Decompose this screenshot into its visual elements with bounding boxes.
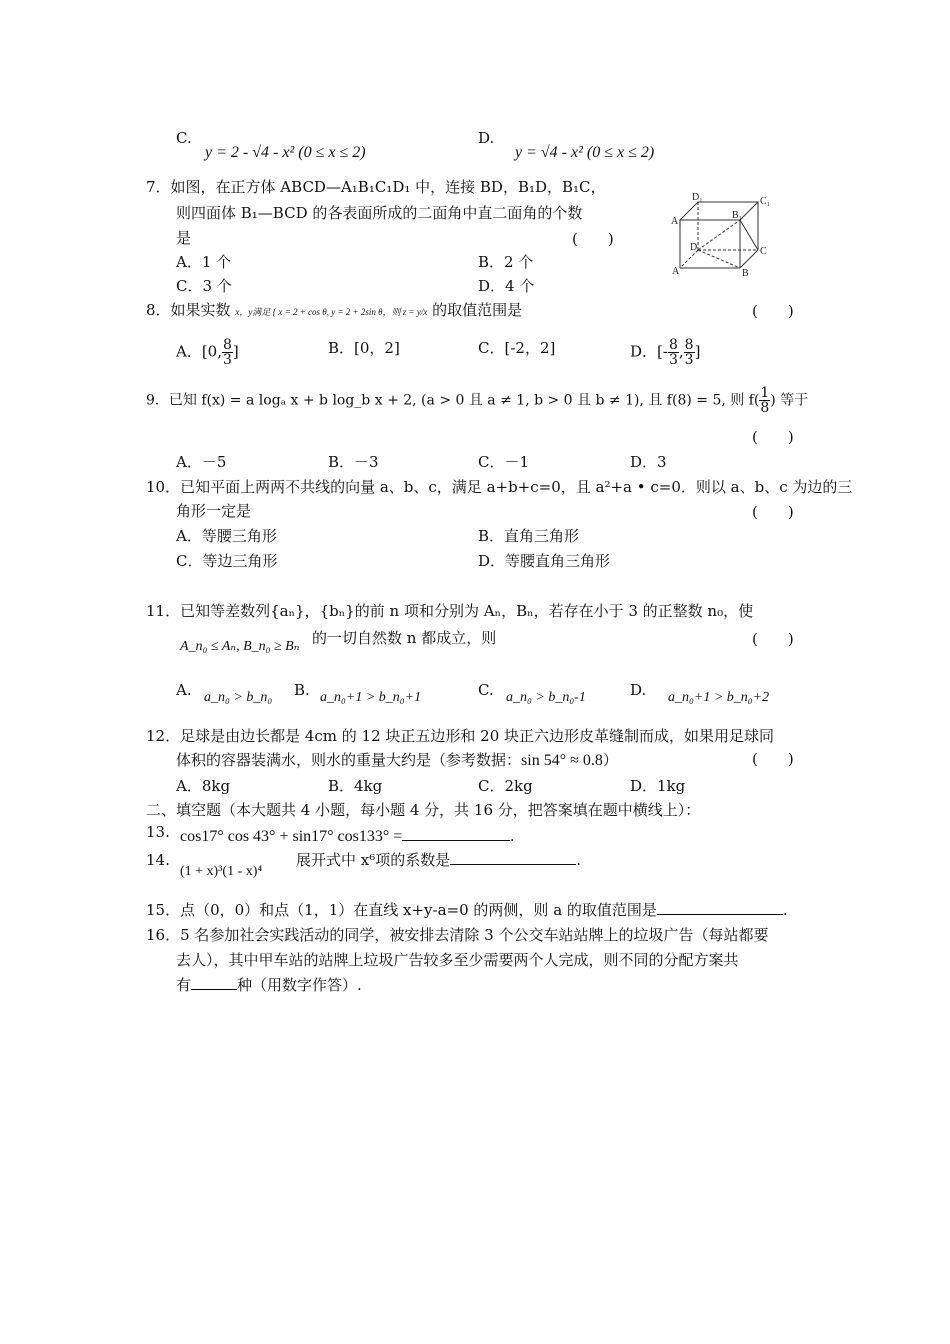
q8-stem-b: 的取值范围是 [432,301,523,319]
cube-figure [668,192,778,278]
q9-frac [759,386,770,415]
fig-label-d: D [690,242,698,253]
q7-stem-line1: 7．如图，在正方体 ABCD—A₁B₁C₁D₁ 中，连接 BD，B₁D，B₁C， [146,178,606,196]
q11-stem-line1: 11．已知等差数列{aₙ}，{bₙ}的前 n 项和分别为 Aₙ，Bₙ，若存在小于 3 的正整数 n₀，使 [146,602,754,620]
q8-option-a [176,338,239,367]
q15-end: . [782,901,788,919]
q8-stem-condition: x，y满足 { x = 2 + cos θ, y = 2 + 2sin θ，则 z = y/x [235,307,428,317]
q16-line3-b: 种（用数字作答）. [237,976,362,994]
q8-option-d-text: D．[- [630,342,668,361]
frac-den: 8 [760,400,770,416]
q8-option-a-end: ] [232,342,239,361]
frac-den: 3 [684,352,694,368]
q12-stem-line2-a: 体积的容器装满水，则水的重量大约是（参考数据： [176,751,522,769]
q11-option-a-label: A. [176,681,192,699]
q11-option-c-label: C. [478,681,494,699]
q10-option-c: C．等边三角形 [176,552,278,570]
q10-answer-paren: ( ) [752,503,794,521]
q13-end: . [510,828,515,845]
q12-stem-line1: 12．足球是由边长都是 4cm 的 12 块正五边形和 20 块正六边形皮革缝制而成，如果用足球同 [146,727,775,745]
q6-option-d-label: D. [478,129,495,147]
q8-answer-paren: ( ) [752,302,794,320]
frac-den: 3 [668,352,678,368]
q9-stem-end: ) 等于 [770,392,809,409]
q6-option-d-expr: y = √4 - x² (0 ≤ x ≤ 2) [515,144,655,161]
q12-answer-paren: ( ) [752,750,794,768]
q15-text: 15．点（0，0）和点（1，1）在直线 x+y-a=0 的两侧，则 a 的取值范围是 [146,901,657,919]
q10-option-d: D．等腰直角三角形 [478,552,611,570]
q11-option-d-label: D. [630,681,647,699]
q13-label: 13. [146,823,170,841]
section2-heading: 二、填空题（本大题共 4 小题，每小题 4 分，共 16 分，把答案填在题中横线上）： [146,801,701,819]
q10-stem-line1: 10．已知平面上两两不共线的向量 a、b、c，满足 a+b+c=0，且 a²+a • c=0．则以 a、b、c 为边的三 [146,478,853,496]
frac-num: 1 [760,385,770,401]
q8-option-d-frac1 [668,338,679,367]
q6-option-c-expr: y = 2 - √4 - x² (0 ≤ x ≤ 2) [205,144,366,161]
q11-stem-expr: A_n₀ ≤ Aₙ, B_n₀ ≥ Bₙ [180,639,300,654]
q13-expr-line [180,826,514,847]
q16-stem-line2: 去人），其中甲车站的站牌上垃圾广告较多至少需要两个人完成，则不同的分配方案共 [176,951,739,969]
q7-option-a: A．1 个 [176,253,232,271]
q14-text-line [296,850,581,870]
fig-label-b1: B₁ [732,210,743,221]
q11-option-d-expr: a_n₀+1 > b_n₀+2 [668,690,770,705]
q16-stem-line3 [176,975,362,995]
q12-option-b: B．4kg [328,777,383,795]
q7-option-b: B．2 个 [478,253,534,271]
q11-option-b-label: B. [294,681,310,699]
q12-stem-line2 [176,750,618,771]
q10-option-b: B．直角三角形 [478,527,580,545]
q8-option-d-frac2 [684,338,695,367]
fig-label-d1: D₁ [692,192,703,203]
q9-option-a: A．－5 [176,453,227,471]
q14-label: 14. [146,851,170,869]
q14-answer-blank[interactable] [450,850,576,865]
q15-answer-blank[interactable] [657,900,783,915]
q8-option-d [630,338,700,367]
q15-line [146,900,788,920]
q12-option-d: D．1kg [630,777,686,795]
q7-option-c: C．3 个 [176,277,232,295]
q13-expr: cos17° cos 43° + sin17° cos133° = [180,828,403,845]
q9-answer-paren: ( ) [752,428,794,446]
q8-option-a-text: A．[0, [176,342,222,361]
q12-option-a: A．8kg [176,777,231,795]
q13-answer-blank[interactable] [402,826,510,841]
q11-option-b-expr: a_n₀+1 > b_n₀+1 [320,690,422,705]
q8-option-c: C．[-2，2] [478,339,556,357]
q9-stem [146,386,808,415]
q8-stem-a: 8．如果实数 [146,301,231,319]
q10-stem-line2: 角形一定是 [176,502,252,520]
fig-label-b: B [742,268,749,278]
q7-answer-paren: ( ) [572,230,614,248]
q11-option-c-expr: a_n₀ > b_n₀-1 [506,690,586,705]
q10-option-a: A．等腰三角形 [176,527,277,545]
q16-line3-a: 有 [176,976,192,994]
q11-answer-paren: ( ) [752,630,794,648]
frac-num: 8 [668,337,678,353]
q9-option-d: D．3 [630,453,667,471]
q12-stem-line2-b: ） [602,751,618,769]
q9-option-b: B．－3 [328,453,379,471]
q7-stem-line3: 是 [176,229,192,247]
frac-num: 8 [223,337,232,353]
q8-stem [146,300,522,322]
q16-stem-line1: 16．5 名参加社会实践活动的同学，被安排去清除 3 个公交车站站牌上的垃圾广告（每站都要 [146,926,769,944]
q8-option-a-frac [222,338,233,367]
frac-num: 8 [684,337,694,353]
fig-label-c1: C₁ [760,196,771,207]
q14-text: 展开式中 x⁶项的系数是 [296,851,451,869]
q11-stem-line2: 的一切自然数 n 都成立，则 [312,629,497,647]
q8-option-b: B．[0，2] [328,339,400,357]
q12-reference-expr: sin 54° ≈ 0.8 [521,752,603,769]
q7-stem-line2: 则四面体 B₁—BCD 的各表面所成的二面角中直二面角的个数 [176,204,583,222]
q14-end: . [576,851,582,869]
q16-answer-blank[interactable] [191,975,237,990]
q6-option-c-label: C. [176,129,192,147]
fig-label-a1: A₁ [671,216,682,227]
q11-option-a-expr: a_n₀ > b_n₀ [204,690,273,705]
q9-stem-text: 9．已知 f(x) = a logₐ x + b log_b x + 2, (a > 0 且 a ≠ 1, b > 0 且 b ≠ 1), 且 f(8) = 5, 则 f( [146,392,760,409]
q9-option-c: C．－1 [478,453,530,471]
q14-expr: (1 + x)³(1 - x)⁴ [180,864,263,879]
frac-den: 3 [223,352,232,368]
fig-label-c: C [760,246,767,257]
q12-option-c: C．2kg [478,777,533,795]
q7-option-d: D．4 个 [478,277,535,295]
q8-option-d-end: ] [694,342,701,361]
fig-label-a: A [672,266,680,277]
q8-option-d-comma: , [678,342,684,361]
